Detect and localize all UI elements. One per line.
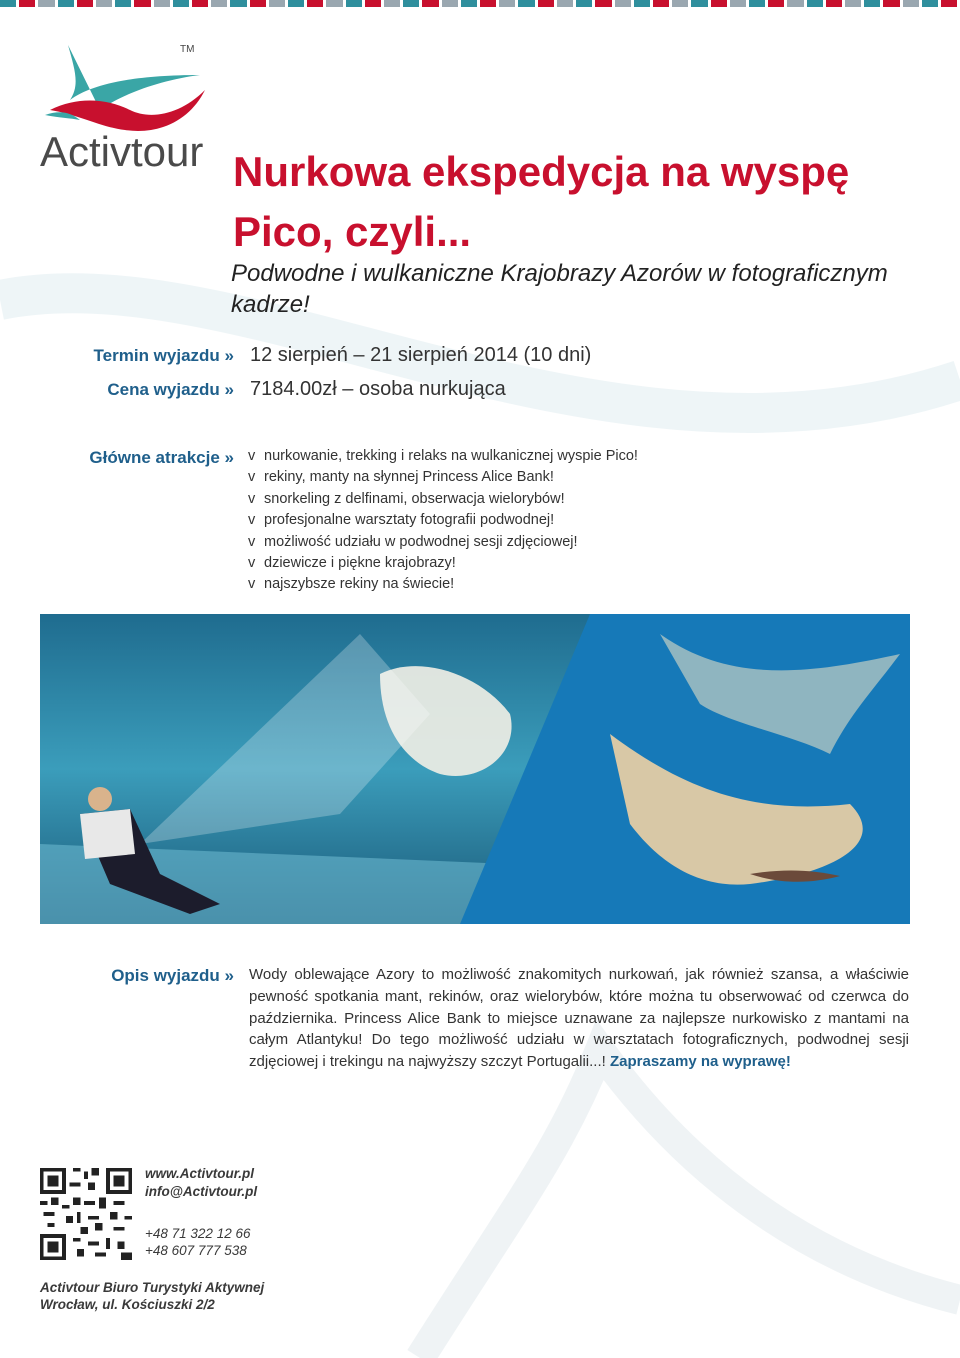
price-label: Cena wyjazdu » xyxy=(107,380,234,399)
subtitle-line-1: Podwodne i wulkaniczne Krajobrazy Azorów w fotograficznym xyxy=(231,260,888,287)
page-title xyxy=(233,142,933,262)
title-line-1: Nurkowa ekspedycja na wyspę xyxy=(233,148,850,195)
list-item: v dziewicze i piękne krajobrazy! xyxy=(248,553,638,574)
phone-2: +48 607 777 538 xyxy=(145,1243,247,1258)
subtitle-line-2: kadrze! xyxy=(231,291,310,318)
call-to-action: Zapraszamy na wyprawę! xyxy=(609,1053,791,1071)
email-link[interactable]: info@Activtour.pl xyxy=(145,1184,258,1199)
description-text: Wody oblewające Azory to możliwość znakomitych nurkowań, jak również szansa, a właściwie pewność spotkania mant, rekinów, oraz wielorybów, które można tu obserwować od czerwca do października. Princess Alice Bank to miejsce uznawane za najlepsze nurkowisko z mantami na całym Atlantyku! Do tego możliwość udziału w warsztatach fotograficznych, podwodnej sesji zdjęciowej i trekingu na najwyższy szczyt Portugalii...! Zapraszamy na wyprawę! xyxy=(249,966,909,1071)
bullet-icon: v xyxy=(248,533,256,550)
top-stripes xyxy=(0,0,960,7)
page-subtitle xyxy=(231,258,931,320)
bullet-icon: v xyxy=(248,576,256,593)
list-item: v najszybsze rekiny na świecie! xyxy=(248,574,638,595)
list-item: v możliwość udziału w podwodnej sesji zdjęciowej! xyxy=(248,532,638,553)
title-line-2: Pico, czyli... xyxy=(233,208,472,255)
qr-code-icon xyxy=(40,1168,132,1260)
website-link[interactable]: www.Activtour.pl xyxy=(145,1166,255,1181)
description-label: Opis wyjazdu » xyxy=(111,966,234,985)
list-item: v rekiny, manty na słynnej Princess Alice Bank! xyxy=(248,467,638,488)
manta-rays-photo-right xyxy=(430,614,910,924)
phone-1: +48 71 322 12 66 xyxy=(145,1226,251,1241)
date-label: Termin wyjazdu » xyxy=(93,346,234,365)
price-value: 7184.00zł – osoba nurkująca xyxy=(250,378,506,400)
bullet-icon: v xyxy=(248,512,256,529)
attractions-list xyxy=(248,446,638,596)
attractions-label: Główne atrakcje » xyxy=(89,448,234,467)
bullet-icon: v xyxy=(248,469,256,486)
brand-name: Activtour xyxy=(40,128,204,175)
bullet-icon: v xyxy=(248,490,256,507)
list-item: v snorkeling z delfinami, obserwacja wielorybów! xyxy=(248,489,638,510)
bullet-icon: v xyxy=(248,448,256,464)
footer-address: Wrocław, ul. Kościuszki 2/2 xyxy=(40,1297,215,1312)
date-value: 12 sierpień – 21 sierpień 2014 (10 dni) xyxy=(250,344,592,366)
trademark-mark: TM xyxy=(180,44,195,55)
bullet-icon: v xyxy=(248,555,256,572)
list-item: v profesjonalne warsztaty fotografii podwodnej! xyxy=(248,510,638,531)
list-item: v nurkowanie, trekking i relaks na wulkanicznej wyspie Pico! xyxy=(248,446,638,467)
footer-company: Activtour Biuro Turystyki Aktywnej xyxy=(40,1280,265,1295)
